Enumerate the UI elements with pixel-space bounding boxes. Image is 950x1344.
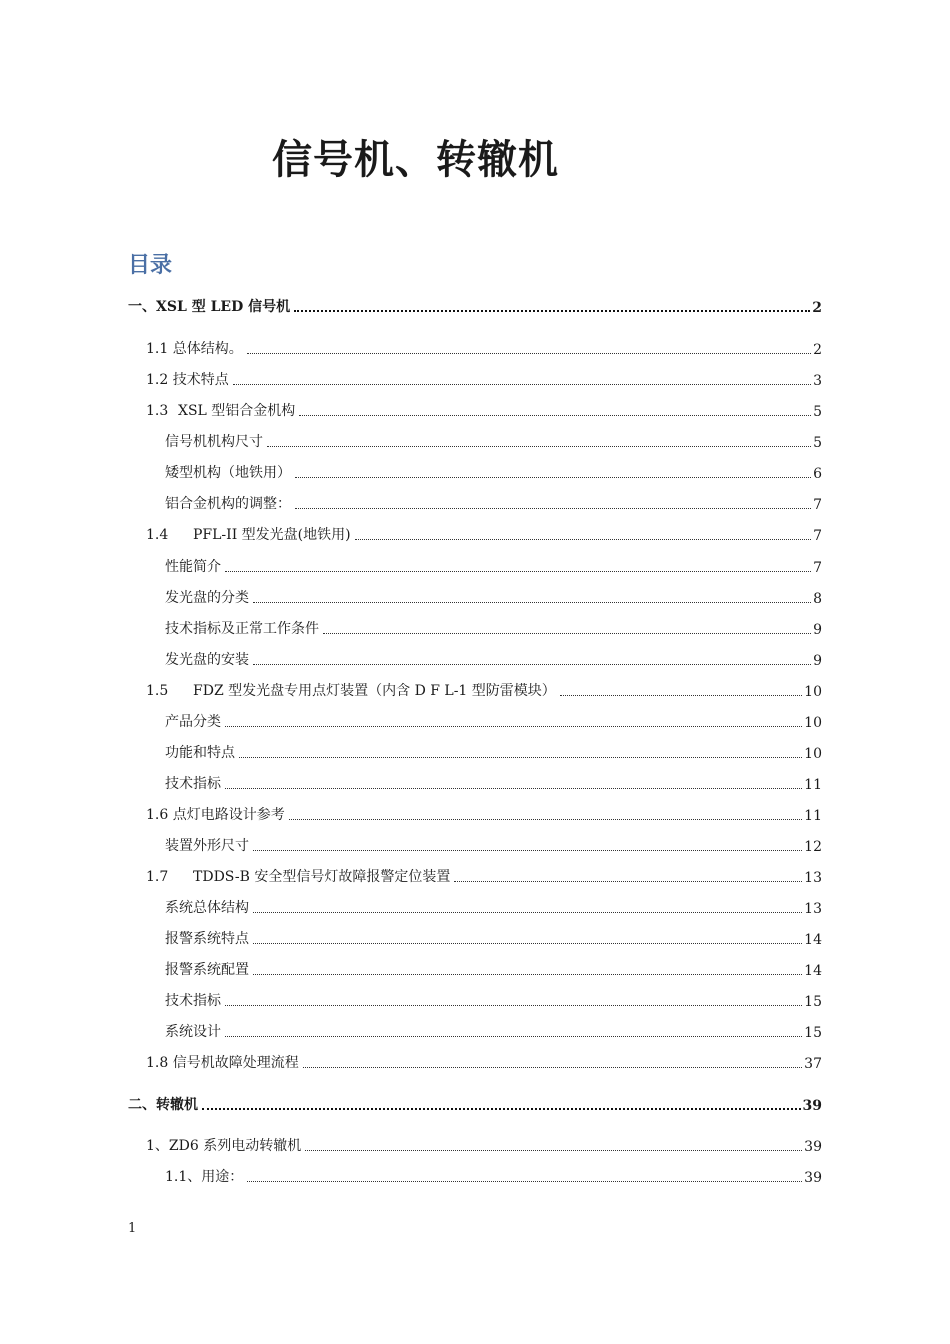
toc-entry-page: 39 xyxy=(802,1098,822,1114)
toc-entry-text: 矮型机构（地铁用） xyxy=(165,465,291,481)
toc-dot-leader xyxy=(355,538,811,540)
toc-entry-label xyxy=(146,804,287,824)
toc-entry-page: 2 xyxy=(812,300,822,316)
toc-dot-leader xyxy=(233,383,811,385)
toc-entry-text: 技术指标 xyxy=(165,993,221,1009)
document-title: 信号机、转辙机 xyxy=(272,137,559,183)
toc-entry-page: 7 xyxy=(813,560,822,576)
toc-entry[interactable] xyxy=(165,928,822,948)
toc-dot-leader xyxy=(303,1066,802,1068)
toc-entry[interactable] xyxy=(128,1094,822,1114)
toc-entry[interactable] xyxy=(165,959,822,979)
toc-entry[interactable] xyxy=(146,524,822,544)
toc-dot-leader xyxy=(253,663,811,665)
toc-entry[interactable] xyxy=(146,400,822,420)
toc-entry[interactable] xyxy=(165,835,822,855)
toc-entry-text: 铝合金机构的调整： xyxy=(165,496,291,512)
toc-entry-text: TDDS-B 安全型信号灯故障报警定位装置 xyxy=(193,869,451,885)
toc-entry-label xyxy=(165,835,251,855)
toc-entry-text: 报警系统配置 xyxy=(165,962,249,978)
toc-entry-label xyxy=(165,959,251,979)
toc-entry-text: XSL 型铝合金机构 xyxy=(178,403,296,419)
toc-entry-text: PFL-II 型发光盘(地铁用) xyxy=(193,527,351,543)
toc-entry-page: 10 xyxy=(804,746,822,762)
toc-dot-leader xyxy=(299,414,811,416)
toc-dot-leader xyxy=(253,911,802,913)
toc-entry-text: 1、ZD6 系列电动转辙机 xyxy=(146,1138,302,1154)
toc-entry-label xyxy=(165,618,321,638)
toc-entry-page: 11 xyxy=(804,808,822,824)
toc-dot-leader xyxy=(454,880,802,882)
toc-entry[interactable] xyxy=(165,990,822,1010)
toc-entry-page: 3 xyxy=(813,373,822,389)
toc-dot-leader xyxy=(295,507,811,509)
toc-entry-text: 技术指标及正常工作条件 xyxy=(165,621,319,637)
toc-entry-label xyxy=(165,462,293,482)
toc-dot-leader xyxy=(253,849,802,851)
toc-entry-text: 1.2 技术特点 xyxy=(146,372,229,388)
toc-entry-text: 装置外形尺寸 xyxy=(165,838,249,854)
toc-entry[interactable] xyxy=(165,431,822,451)
toc-entry-label xyxy=(165,742,237,762)
toc-entry[interactable] xyxy=(146,804,822,824)
toc-entry-text: 性能简介 xyxy=(165,559,221,575)
toc-entry-page: 15 xyxy=(804,994,822,1010)
toc-entry-label xyxy=(165,928,251,948)
toc-entry-label xyxy=(165,431,265,451)
toc-entry-text: 一、XSL 型 LED 信号机 xyxy=(128,299,291,315)
toc-entry[interactable] xyxy=(146,1135,822,1155)
toc-entry[interactable] xyxy=(146,369,822,389)
toc-dot-leader xyxy=(294,309,810,312)
toc-entry-label xyxy=(146,524,353,544)
toc-entry-label xyxy=(146,338,245,358)
toc-entry-page: 6 xyxy=(813,466,822,482)
toc-entry-page: 9 xyxy=(813,653,822,669)
toc-entry-text: 1.6 点灯电路设计参考 xyxy=(146,807,285,823)
toc-entry-page: 15 xyxy=(804,1025,822,1041)
toc-entry-number: 1.7 xyxy=(146,869,169,885)
toc-heading: 目录 xyxy=(128,253,173,278)
toc-entry-label xyxy=(165,1166,245,1186)
toc-entry-number: 1.4 xyxy=(146,527,169,543)
toc-entry-page: 7 xyxy=(813,528,822,544)
toc-entry-label xyxy=(146,369,231,389)
toc-dot-leader xyxy=(295,476,811,478)
toc-entry-label xyxy=(146,1052,301,1072)
toc-entry-page: 2 xyxy=(813,342,822,358)
toc-dot-leader xyxy=(305,1149,802,1151)
toc-entry-page: 37 xyxy=(804,1056,822,1072)
toc-entry-page: 9 xyxy=(813,622,822,638)
toc-entry[interactable] xyxy=(165,587,822,607)
toc-dot-leader xyxy=(225,725,802,727)
toc-entry-text: 系统总体结构 xyxy=(165,900,249,916)
toc-dot-leader xyxy=(560,694,802,696)
toc-entry[interactable] xyxy=(165,711,822,731)
toc-entry-text: 发光盘的分类 xyxy=(165,590,249,606)
toc-entry[interactable] xyxy=(165,649,822,669)
toc-entry-text: 1.1、用途： xyxy=(165,1169,244,1185)
toc-entry-page: 39 xyxy=(804,1170,822,1186)
toc-entry[interactable] xyxy=(165,897,822,917)
toc-dot-leader xyxy=(239,756,802,758)
page-number: 1 xyxy=(128,1221,137,1236)
toc-entry[interactable] xyxy=(128,296,822,316)
toc-entry[interactable] xyxy=(165,1166,822,1186)
toc-entry-page: 5 xyxy=(813,404,822,420)
toc-entry-label xyxy=(146,400,297,420)
toc-entry-text: 发光盘的安装 xyxy=(165,652,249,668)
toc-dot-leader xyxy=(253,973,802,975)
toc-entry-text: 功能和特点 xyxy=(165,745,235,761)
toc-entry-page: 11 xyxy=(804,777,822,793)
toc-entry[interactable] xyxy=(165,1021,822,1041)
toc-entry-label xyxy=(165,711,223,731)
toc-entry-text: FDZ 型发光盘专用点灯装置（内含 D F L-1 型防雷模块） xyxy=(193,683,556,699)
toc-entry[interactable] xyxy=(146,1052,822,1072)
toc-entry-page: 5 xyxy=(813,435,822,451)
toc-entry-label xyxy=(128,1094,200,1114)
toc-entry-label xyxy=(165,556,223,576)
toc-dot-leader xyxy=(247,1180,802,1182)
toc-entry-label xyxy=(165,649,251,669)
toc-dot-leader xyxy=(289,818,802,820)
toc-entry-text: 1.8 信号机故障处理流程 xyxy=(146,1055,299,1071)
toc-entry[interactable] xyxy=(146,338,822,358)
toc-dot-leader xyxy=(267,445,811,447)
toc-entry-text: 1.1 总体结构。 xyxy=(146,341,243,357)
toc-dot-leader xyxy=(323,632,811,634)
toc-entry-page: 14 xyxy=(804,932,822,948)
toc-entry[interactable] xyxy=(165,742,822,762)
toc-entry-label xyxy=(165,1021,223,1041)
toc-entry-text: 信号机机构尺寸 xyxy=(165,434,263,450)
toc-entry[interactable] xyxy=(165,493,822,513)
toc-dot-leader xyxy=(225,787,802,789)
toc-entry-text: 报警系统特点 xyxy=(165,931,249,947)
toc-entry-label xyxy=(165,587,251,607)
toc-entry-page: 10 xyxy=(804,684,822,700)
toc-entry[interactable] xyxy=(146,680,822,700)
toc-entry[interactable] xyxy=(165,556,822,576)
toc-entry-label xyxy=(128,296,292,316)
toc-entry-number: 1.3 xyxy=(146,403,169,419)
toc-entry-label xyxy=(165,990,223,1010)
toc-dot-leader xyxy=(225,1004,802,1006)
toc-entry-page: 12 xyxy=(804,839,822,855)
toc-entry-label xyxy=(165,773,223,793)
toc-entry-text: 技术指标 xyxy=(165,776,221,792)
toc-dot-leader xyxy=(202,1107,801,1110)
toc-dot-leader xyxy=(253,942,802,944)
toc-entry-page: 39 xyxy=(804,1139,822,1155)
toc-entry-text: 系统设计 xyxy=(165,1024,221,1040)
toc-entry[interactable] xyxy=(146,866,822,886)
toc-entry-page: 14 xyxy=(804,963,822,979)
toc-entry[interactable] xyxy=(165,462,822,482)
toc-entry[interactable] xyxy=(165,618,822,638)
toc-entry-page: 13 xyxy=(804,901,822,917)
toc-dot-leader xyxy=(247,352,811,354)
toc-entry-page: 7 xyxy=(813,497,822,513)
toc-dot-leader xyxy=(225,570,811,572)
toc-dot-leader xyxy=(225,1035,802,1037)
toc-entry[interactable] xyxy=(165,773,822,793)
toc-entry-page: 8 xyxy=(813,591,822,607)
toc-entry-page: 13 xyxy=(804,870,822,886)
toc-entry-label xyxy=(146,1135,303,1155)
toc-entry-page: 10 xyxy=(804,715,822,731)
toc-entry-text: 产品分类 xyxy=(165,714,221,730)
toc-entry-number: 1.5 xyxy=(146,683,169,699)
toc-entry-label xyxy=(146,866,452,886)
toc-entry-text: 二、转辙机 xyxy=(128,1097,198,1113)
toc-entry-label xyxy=(146,680,558,700)
toc-entry-label xyxy=(165,897,251,917)
toc-entry-label xyxy=(165,493,293,513)
toc-dot-leader xyxy=(253,601,811,603)
